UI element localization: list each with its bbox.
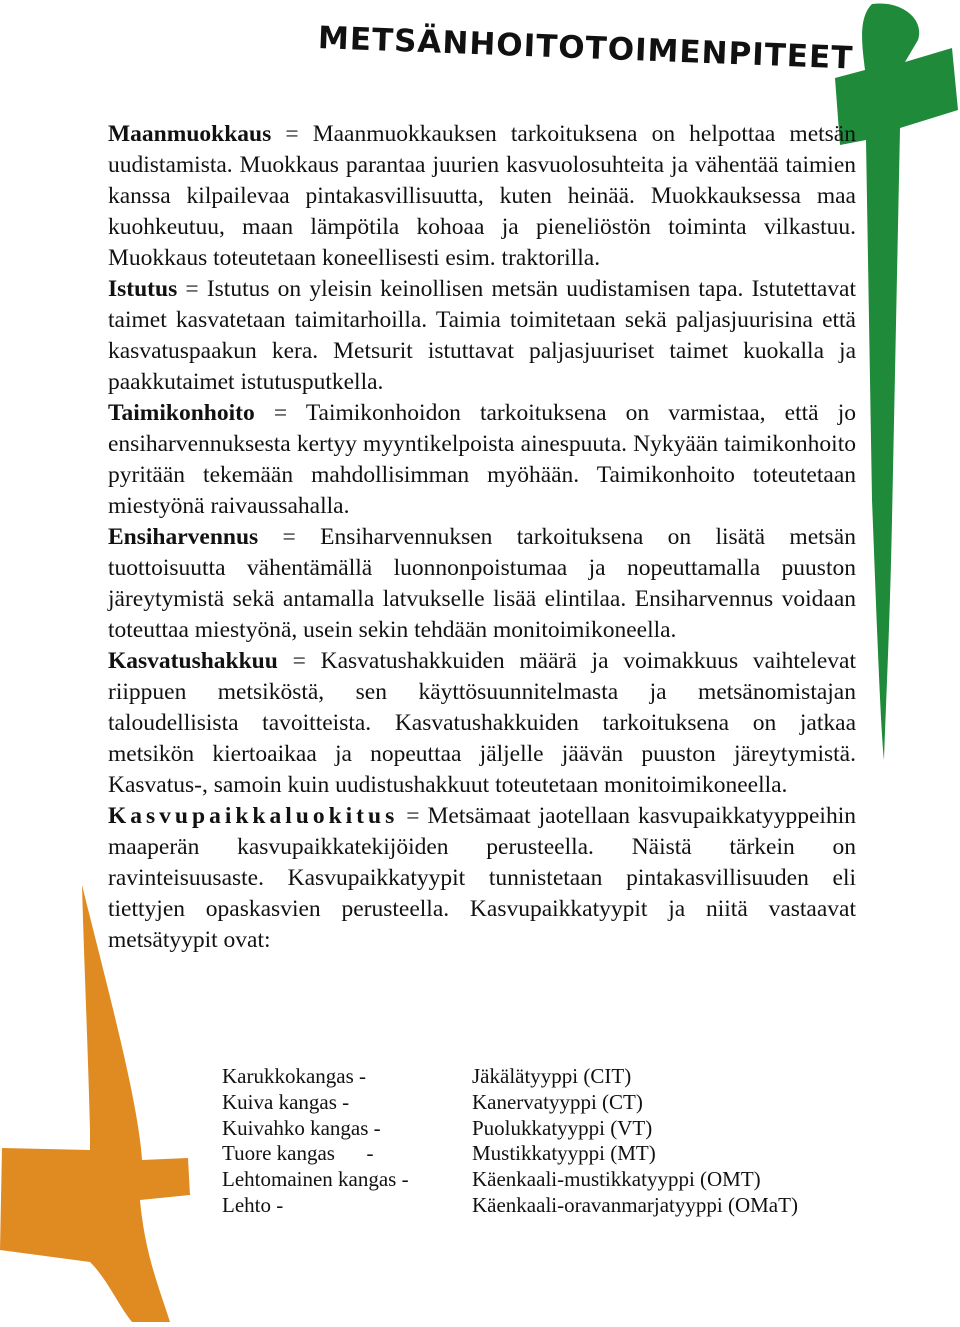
- list-item: [222, 1193, 798, 1219]
- forest-type: Jäkälätyyppi (CIT): [472, 1064, 632, 1088]
- section-term: Taimikonhoito: [108, 400, 255, 426]
- section-term: Maanmuokkaus: [108, 121, 272, 147]
- section-text: Metsämaat jaotellaan kasvupaikkatyyppeihin maaperän kasvupaikkatekijöiden perusteella. Näistä tärkein on ravinteisuusaste. Kasvupaikkatyypit tunnistetaan pintakasvillisuuden eli tiettyjen opaskasvien perusteella. Kasvupaikkatyypit ja niitä vastaavat metsätyypit ovat:: [108, 803, 856, 953]
- section-kasvatushakkuu: [108, 646, 856, 801]
- forest-type: Käenkaali-oravanmarjatyyppi (OMaT): [472, 1192, 798, 1217]
- section-term: Kasvatushakkuu: [108, 648, 278, 674]
- section-term: Kasvupaikkaluokitus: [108, 803, 399, 829]
- forest-type: Mustikkatyyppi (MT): [472, 1141, 656, 1166]
- section-maanmuokkaus: [108, 119, 856, 274]
- main-content: [108, 119, 856, 956]
- list-item: [222, 1064, 798, 1090]
- site-type: Kuiva kangas -: [222, 1089, 350, 1114]
- site-type: Tuore kangas -: [222, 1141, 374, 1166]
- section-term: Istutus: [108, 276, 178, 302]
- section-taimikonhoito: [108, 398, 856, 522]
- section-text: Ensiharvennuksen tarkoituksena on lisätä metsän tuottoisuutta vähentämällä luonnonpoistumaa ja nopeuttamalla puuston järeytymistä sekä antamalla latvukselle lisää elintilaa. Ensiharvennus voidaan toteuttaa miestyönä, usein sekin tehdään monitoimikoneella.: [108, 524, 856, 643]
- list-item: [222, 1116, 798, 1142]
- section-istutus: [108, 274, 856, 398]
- forest-type-list: [222, 1064, 798, 1219]
- section-text: Istutus on yleisin keinollisen metsän uudistamisen tapa. Istutettavat taimet kasvatetaan taimitarhoilla. Taimia toimitetaan sekä paljasjuurisina että kasvatuspaakun kera. Metsurit istuttavat paljasjuuriset taimet kuokalla ja paakkutaimet istutusputkella.: [108, 276, 856, 395]
- site-type: Lehtomainen kangas -: [222, 1167, 409, 1192]
- list-item: [222, 1090, 798, 1116]
- section-separator: =: [277, 648, 321, 674]
- forest-type: Käenkaali-mustikkatyyppi (OMT): [472, 1167, 761, 1192]
- section-text: Kasvatushakkuiden määrä ja voimakkuus vaihtelevat riippuen metsiköstä, sen käyttösuunnitelmasta ja metsänomistajan taloudellisista tavoitteista. Kasvatushakkuiden tarkoituksena on jatkaa metsikön kiertoaikaa ja nopeuttaa jäljelle jäävän puuston järeytymistä. Kasvatus-, samoin kuin uudistushakkuut toteutetaan monitoimikoneella.: [108, 648, 856, 798]
- section-separator: =: [254, 400, 306, 426]
- forest-type: Kanervatyyppi (CT): [472, 1089, 643, 1114]
- section-separator: =: [271, 121, 313, 147]
- section-text: Maanmuokkauksen tarkoituksena on helpottaa metsän uudistamista. Muokkaus parantaa juurien kasvuolosuhteita ja vähentää taimien kanssa kilpailevaa pintakasvillisuutta, kuten heinää. Muokkauksessa maa kuohkeutuu, maan lämpötila kohoaa ja pieneliöstön toiminta vilkastuu. Muokkaus toteutetaan koneellisesti esim. traktorilla.: [108, 121, 856, 271]
- section-term: Ensiharvennus: [108, 524, 259, 550]
- section-kasvupaikkaluokitus: [108, 801, 856, 956]
- list-item: [222, 1167, 798, 1193]
- page-title: METSÄNHOITOTOIMENPITEET: [317, 20, 854, 77]
- list-item: [222, 1141, 798, 1167]
- section-separator: =: [398, 803, 428, 829]
- site-type: Kuivahko kangas -: [222, 1115, 381, 1140]
- site-type: Karukkokangas -: [222, 1064, 367, 1088]
- section-separator: =: [258, 524, 321, 550]
- section-ensiharvennus: [108, 522, 856, 646]
- section-text: Taimikonhoidon tarkoituksena on varmistaa, että jo ensiharvennuksesta kertyy myyntikelpoista ainespuuta. Nykyään taimikonhoito pyritään tekemään mahdollisimman myöhään. Taimikonhoito toteutetaan miestyönä raivaussahalla.: [108, 400, 856, 519]
- site-type: Lehto -: [222, 1192, 284, 1217]
- forest-type: Puolukkatyyppi (VT): [472, 1115, 653, 1140]
- section-separator: =: [177, 276, 207, 302]
